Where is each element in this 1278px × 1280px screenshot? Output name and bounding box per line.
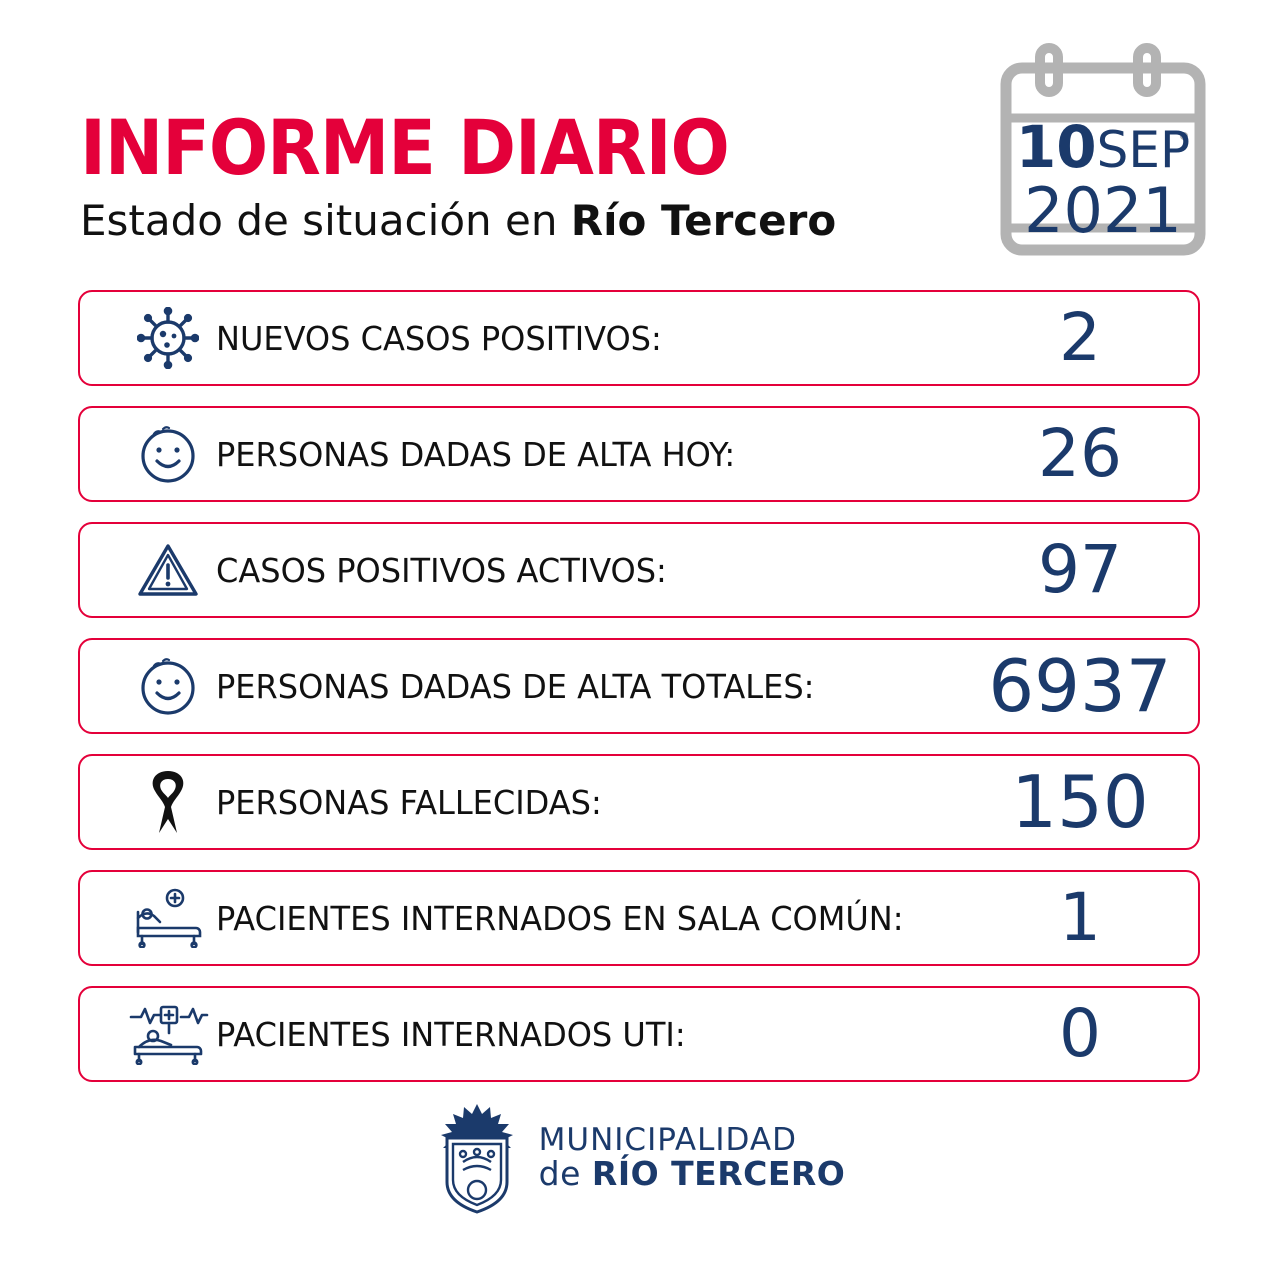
stats-list bbox=[0, 290, 1278, 1082]
warning-triangle-icon bbox=[120, 540, 216, 600]
hospital-bed-icon bbox=[120, 888, 216, 948]
list-item-label: NUEVOS CASOS POSITIVOS: bbox=[216, 318, 662, 358]
list-item-value: 97 bbox=[1038, 531, 1122, 608]
list-item-value: 6937 bbox=[988, 644, 1172, 728]
list-item-label: PERSONAS FALLECIDAS: bbox=[216, 782, 602, 822]
footer-text bbox=[539, 1124, 846, 1191]
list-item bbox=[78, 870, 1200, 966]
list-item-value: 2 bbox=[1059, 299, 1101, 376]
list-item-label: PACIENTES INTERNADOS UTI: bbox=[216, 1014, 686, 1054]
page-title: INFORME DIARIO bbox=[80, 103, 729, 192]
list-item bbox=[78, 638, 1200, 734]
smiley-face-icon bbox=[120, 654, 216, 718]
coat-of-arms-icon bbox=[433, 1102, 521, 1214]
list-item-value: 0 bbox=[1059, 995, 1101, 1072]
footer-line-2-place: RÍO TERCERO bbox=[591, 1153, 846, 1193]
footer-line-1: MUNICIPALIDAD bbox=[538, 1122, 797, 1159]
virus-icon bbox=[120, 307, 216, 369]
calendar-year: 2021 bbox=[1024, 174, 1182, 247]
list-item bbox=[78, 986, 1200, 1082]
header bbox=[0, 0, 1278, 290]
subtitle-prefix: Estado de situación en bbox=[80, 196, 571, 245]
subtitle-place: Río Tercero bbox=[570, 196, 837, 245]
footer bbox=[0, 1102, 1278, 1214]
footer-line-2-prefix: de bbox=[538, 1153, 592, 1193]
mourning-ribbon-icon bbox=[120, 769, 216, 835]
list-item-label: PERSONAS DADAS DE ALTA HOY: bbox=[216, 434, 736, 474]
list-item bbox=[78, 522, 1200, 618]
list-item-value: 150 bbox=[1011, 760, 1149, 844]
list-item bbox=[78, 290, 1200, 386]
footer-line-2 bbox=[538, 1153, 846, 1193]
list-item bbox=[78, 406, 1200, 502]
calendar-day: 10 bbox=[1015, 113, 1097, 181]
list-item-value: 26 bbox=[1038, 415, 1122, 492]
list-item bbox=[78, 754, 1200, 850]
list-item-value: 1 bbox=[1059, 879, 1101, 956]
icu-bed-monitor-icon bbox=[120, 1003, 216, 1065]
calendar-badge bbox=[988, 40, 1218, 270]
smiley-face-icon bbox=[120, 422, 216, 486]
calendar-day-month bbox=[996, 113, 1210, 181]
list-item-label: PACIENTES INTERNADOS EN SALA COMÚN: bbox=[216, 898, 904, 938]
calendar-month: SEP bbox=[1096, 121, 1191, 179]
list-item-label: CASOS POSITIVOS ACTIVOS: bbox=[216, 550, 667, 590]
list-item-label: PERSONAS DADAS DE ALTA TOTALES: bbox=[216, 666, 815, 706]
